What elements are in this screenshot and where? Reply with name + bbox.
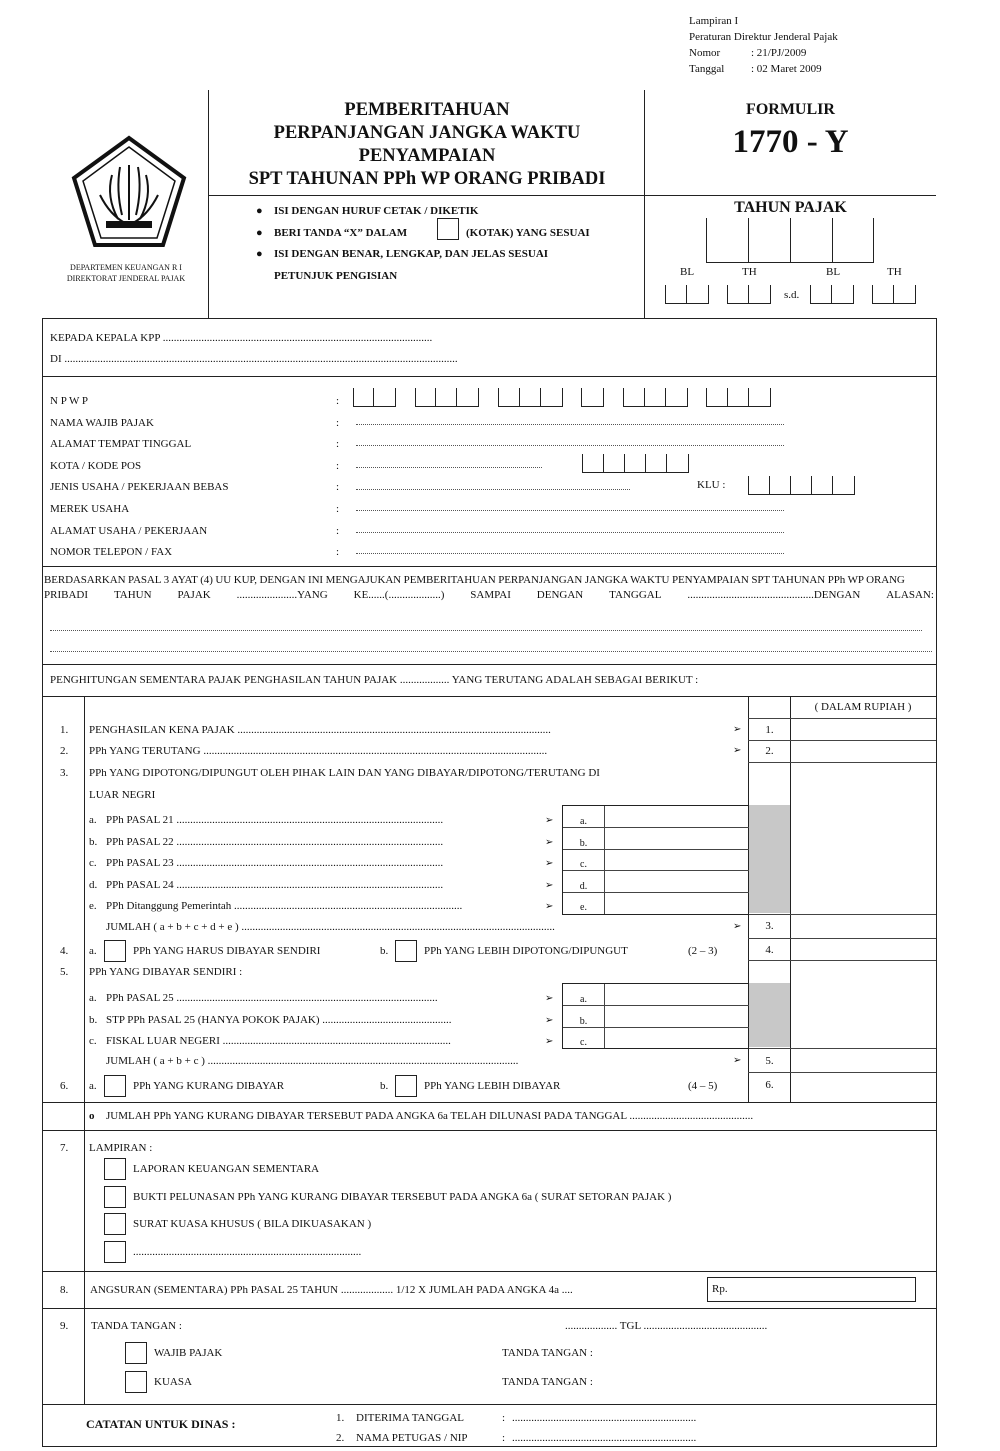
bullet-icon: ● xyxy=(256,248,263,260)
identity-labels xyxy=(50,391,228,564)
sub-row-letters: a. b. c. d. e. xyxy=(89,814,98,913)
self-paid-total-input[interactable] xyxy=(791,1049,935,1072)
row-number: 1. xyxy=(60,724,69,736)
business-type-label: JENIS USAHA / PEKERJAAN BEBAS xyxy=(50,481,229,494)
header-divider-horizontal xyxy=(208,195,936,196)
sum-5-label: JUMLAH ( a + b + c ) ................................................................................................................. xyxy=(106,1055,519,1067)
overpaid-withheld-checkbox[interactable] xyxy=(395,940,417,962)
npwp-label: N P W P xyxy=(50,395,89,407)
reason-line-2[interactable] xyxy=(50,651,932,652)
formulir-label: FORMULIR xyxy=(746,101,835,118)
regulation-number: Nomor : 21/PJ/2009 xyxy=(689,47,807,59)
business-type-input[interactable] xyxy=(356,489,630,490)
period-start-year[interactable] xyxy=(727,285,771,303)
city-postcode-label: KOTA / KODE POS xyxy=(50,459,142,472)
row-number: 6. xyxy=(60,1080,69,1092)
payment-proof-checkbox[interactable] xyxy=(104,1186,126,1208)
row-number: 5. xyxy=(60,966,69,978)
kpp-address-field[interactable]: KEPADA KEPALA KPP .................................................................................................. xyxy=(50,332,433,344)
received-date-field[interactable]: ................................................................... xyxy=(512,1412,697,1424)
period-start-month[interactable] xyxy=(665,285,709,303)
title-line-3: PENYAMPAIAN xyxy=(358,146,496,166)
signature-date-field[interactable]: ................... TGL ............................................. xyxy=(565,1320,768,1332)
signature-label: TANDA TANGAN : xyxy=(91,1320,182,1332)
phone-fax-label: NOMOR TELEPON / FAX xyxy=(50,546,173,559)
other-attachment-field[interactable]: ................................................................................... xyxy=(133,1246,362,1258)
th-label-1: TH xyxy=(742,266,757,278)
proxy-signer-checkbox[interactable] xyxy=(125,1371,147,1393)
overpaid-withheld-label: PPh YANG LEBIH DIPOTONG/DIPUNGUT xyxy=(424,945,628,957)
row-ref-3: 3. xyxy=(765,920,774,932)
tax-year-boxes[interactable] xyxy=(706,218,874,263)
row-2-label: PPh YANG TERUTANG ............................................................................................................................. xyxy=(89,745,548,757)
regulation-date: Tanggal : 02 Maret 2009 xyxy=(689,63,822,75)
reason-line-1[interactable] xyxy=(50,630,922,631)
arrow-right-icon: ➢ xyxy=(733,724,742,735)
form-code: 1770 - Y xyxy=(732,124,849,160)
title-line-2: PERPANJANGAN JANGKA WAKTU xyxy=(273,123,581,143)
row-4-input[interactable] xyxy=(791,939,935,960)
row-number: 7. xyxy=(60,1142,69,1154)
taxable-income-input[interactable] xyxy=(791,719,935,740)
formula-2-3: (2 – 3) xyxy=(688,945,718,957)
power-of-attorney-checkbox[interactable] xyxy=(104,1213,126,1235)
instruction-3: ● ISI DENGAN BENAR, LENGKAP, DAN JELAS SESUAI xyxy=(256,244,636,266)
proxy-signer-label: KUASA xyxy=(154,1376,192,1388)
logo-caption xyxy=(40,262,212,284)
installment-label: ANGSURAN (SEMENTARA) PPh PASAL 25 TAHUN ................... 1/12 X JUMLAH PADA ANGKA 4a .... xyxy=(90,1284,573,1296)
sub-row-3-grid: a. b. c. d. e. xyxy=(562,805,749,915)
city-input[interactable] xyxy=(356,467,542,468)
installment-amount-input[interactable] xyxy=(707,1277,916,1302)
business-address-label: ALAMAT USAHA / PEKERJAAN xyxy=(50,524,208,537)
attachment-line: Lampiran I xyxy=(689,15,739,27)
th-label-2: TH xyxy=(887,266,902,278)
row-number: 3. xyxy=(60,767,69,779)
formula-4-5: (4 – 5) xyxy=(688,1080,718,1092)
row-1-label: PENGHASILAN KENA PAJAK .................................................................................................................. xyxy=(89,724,551,736)
header-divider-right xyxy=(644,90,645,318)
brand-input[interactable] xyxy=(356,510,784,511)
row-5-label: PPh YANG DIBAYAR SENDIRI : xyxy=(89,966,243,978)
underpaid-label: PPh YANG KURANG DIBAYAR xyxy=(133,1080,285,1092)
regulation-line: Peraturan Direktur Jenderal Pajak xyxy=(689,31,838,43)
pph-dtp-label: PPh Ditanggung Pemerintah ................................................................................... xyxy=(106,900,463,913)
klu-label: KLU : xyxy=(697,479,726,491)
arrow-right-icon: ➢ xyxy=(733,745,742,756)
rupiah-label: Rp. xyxy=(712,1283,728,1295)
fiscal-abroad-label: FISKAL LUAR NEGERI ................................................................................... xyxy=(106,1035,451,1048)
row-number: 4. xyxy=(60,945,69,957)
must-pay-checkbox[interactable] xyxy=(104,940,126,962)
shaded-cell xyxy=(749,983,790,1047)
officer-name-label: NAMA PETUGAS / NIP xyxy=(356,1432,468,1444)
sub-row-labels xyxy=(106,810,462,918)
example-checkbox xyxy=(437,218,459,240)
attachments-label: LAMPIRAN : xyxy=(89,1142,153,1154)
taxpayer-signature-label: TANDA TANGAN : xyxy=(502,1347,593,1359)
period-end-month[interactable] xyxy=(810,285,854,303)
title-line-1: PEMBERITAHUAN xyxy=(344,100,510,120)
identity-colons: : : : : : : : : xyxy=(336,395,340,559)
instructions xyxy=(256,201,636,287)
received-date-label: DITERIMA TANGGAL xyxy=(356,1412,464,1424)
pph-21-label: PPh PASAL 21 ................................................................................................. xyxy=(106,814,444,826)
overpaid-checkbox[interactable] xyxy=(395,1075,417,1097)
pph-24-label: PPh PASAL 24 ................................................................................................. xyxy=(106,878,444,891)
department-name: DEPARTEMEN KEUANGAN R I xyxy=(70,263,182,272)
row-3-label: PPh YANG DIPOTONG/DIPUNGUT OLEH PIHAK LAIN DAN YANG DIBAYAR/DIPOTONG/TERUTANG DI xyxy=(89,767,600,779)
pph-22-label: PPh PASAL 22 ................................................................................................. xyxy=(106,835,444,848)
pph-23-label: PPh PASAL 23 ................................................................................................. xyxy=(106,857,444,870)
tax-payable-input[interactable] xyxy=(791,741,935,762)
directorate-name: DIREKTORAT JENDERAL PAJAK xyxy=(66,274,186,283)
bullet-icon: ● xyxy=(256,226,263,239)
power-of-attorney-label: SURAT KUASA KHUSUS ( BILA DIKUASAKAN ) xyxy=(133,1218,372,1230)
bl-label-1: BL xyxy=(680,266,695,278)
brand-label: MEREK USAHA xyxy=(50,502,130,515)
row-number: 8. xyxy=(60,1284,69,1296)
must-pay-label: PPh YANG HARUS DIBAYAR SENDIRI xyxy=(133,945,321,957)
taxpayer-signer-checkbox[interactable] xyxy=(125,1342,147,1364)
financial-report-label: LAPORAN KEUANGAN SEMENTARA xyxy=(133,1163,320,1175)
statement-line-1: BERDASARKAN PASAL 3 AYAT (4) UU KUP, DENGAN INI MENGAJUKAN PEMBERITAHUAN PERPANJANGAN JANGKA WAKTU PENYAMPAIAN SPT TAHUNAN PPh WP ORANG xyxy=(44,574,905,586)
sub-row-5-grid: a. b. c. xyxy=(562,983,749,1049)
pph-25-label: PPh PASAL 25 ............................................................................................... xyxy=(106,992,438,1004)
instruction-4: PETUNJUK PENGISIAN xyxy=(274,269,398,282)
pph-5-inputs[interactable] xyxy=(605,984,749,1048)
row-number: 9. xyxy=(60,1320,69,1332)
stp-pph-25-label: STP PPh PASAL 25 (HANYA POKOK PAJAK) ............................................... xyxy=(106,1013,452,1026)
bl-label-2: BL xyxy=(826,266,841,278)
arrow-right-icon: ➢ xyxy=(733,921,742,932)
financial-report-checkbox[interactable] xyxy=(104,1158,126,1180)
calculation-header: PENGHITUNGAN SEMENTARA PAJAK PENGHASILAN TAHUN PAJAK .................. YANG TERUTANG ADALAH SEBAGAI BERIKUT : xyxy=(50,674,699,686)
officer-name-field[interactable]: ................................................................... xyxy=(512,1432,697,1444)
row-ref-5: 5. xyxy=(765,1055,774,1067)
row-ref-1: 1. xyxy=(765,724,774,736)
instruction-1: ● ISI DENGAN HURUF CETAK / DIKETIK xyxy=(256,201,636,223)
row-6-input[interactable] xyxy=(791,1073,935,1102)
paid-date-field[interactable]: JUMLAH PPh YANG KURANG DIBAYAR TERSEBUT PADA ANGKA 6a TELAH DILUNASI PADA TANGGAL ............................................. xyxy=(106,1110,754,1122)
business-address-input[interactable] xyxy=(356,532,784,533)
arrow-right-icon: ➢ ➢ ➢ xyxy=(545,993,554,1048)
row-number: 2. xyxy=(60,745,69,757)
tax-year-label: TAHUN PAJAK xyxy=(734,199,847,216)
arrow-right-icon: ➢ xyxy=(733,1055,742,1066)
period-end-year[interactable] xyxy=(872,285,916,303)
arrow-right-icon: ➢ ➢ ➢ ➢ ➢ xyxy=(545,815,554,913)
pph-3-inputs[interactable] xyxy=(605,806,749,914)
proxy-signature-label: TANDA TANGAN : xyxy=(502,1376,593,1388)
sum-3-label: JUMLAH ( a + b + c + d + e ) .................................................................................................................. xyxy=(106,921,555,933)
attachment-reference xyxy=(689,13,838,77)
row-ref-6: 6. xyxy=(765,1079,774,1091)
instruction-2: ● BERI TANDA “X” DALAM (KOTAK) YANG SESUAI xyxy=(256,223,636,245)
statement-line-2: PRIBADI TAHUN PAJAK ......................YANG KE......(...................) SAMPAI DENGAN TANGGAL ..............................................DENGAN ALASAN: xyxy=(44,589,934,601)
payment-proof-label: BUKTI PELUNASAN PPh YANG KURANG DIBAYAR TERSEBUT PADA ANGKA 6a ( SURAT SETORAN PAJAK ) xyxy=(133,1191,672,1203)
taxpayer-name-input[interactable] xyxy=(356,424,784,425)
office-notes-label: CATATAN UNTUK DINAS : xyxy=(86,1417,236,1431)
until-label: s.d. xyxy=(784,289,800,301)
title-line-4: SPT TAHUNAN PPh WP ORANG PRIBADI xyxy=(248,169,606,189)
withheld-total-input[interactable] xyxy=(791,915,935,938)
phone-input[interactable] xyxy=(356,553,784,554)
other-attachment-checkbox[interactable] xyxy=(104,1241,126,1263)
taxpayer-name-label: NAMA WAJIB PAJAK xyxy=(50,416,154,429)
overpaid-label: PPh YANG LEBIH DIBAYAR xyxy=(424,1080,561,1092)
home-address-label: ALAMAT TEMPAT TINGGAL xyxy=(50,438,192,451)
bullet-icon: o xyxy=(89,1110,95,1122)
currency-note: ( DALAM RUPIAH ) xyxy=(814,701,912,713)
form-title xyxy=(212,99,642,191)
row-3-label-cont: LUAR NEGRI xyxy=(89,789,156,801)
bullet-icon: ● xyxy=(256,205,263,217)
djp-pentagon-emblem-icon xyxy=(70,135,188,251)
shaded-cell xyxy=(749,805,790,913)
taxpayer-signer-label: WAJIB PAJAK xyxy=(154,1347,223,1359)
di-address-field[interactable]: DI ............................................................................................................................................... xyxy=(50,353,458,365)
row-ref-2: 2. xyxy=(765,745,774,757)
underpaid-checkbox[interactable] xyxy=(104,1075,126,1097)
row-ref-4: 4. xyxy=(765,944,774,956)
home-address-input[interactable] xyxy=(356,445,784,446)
